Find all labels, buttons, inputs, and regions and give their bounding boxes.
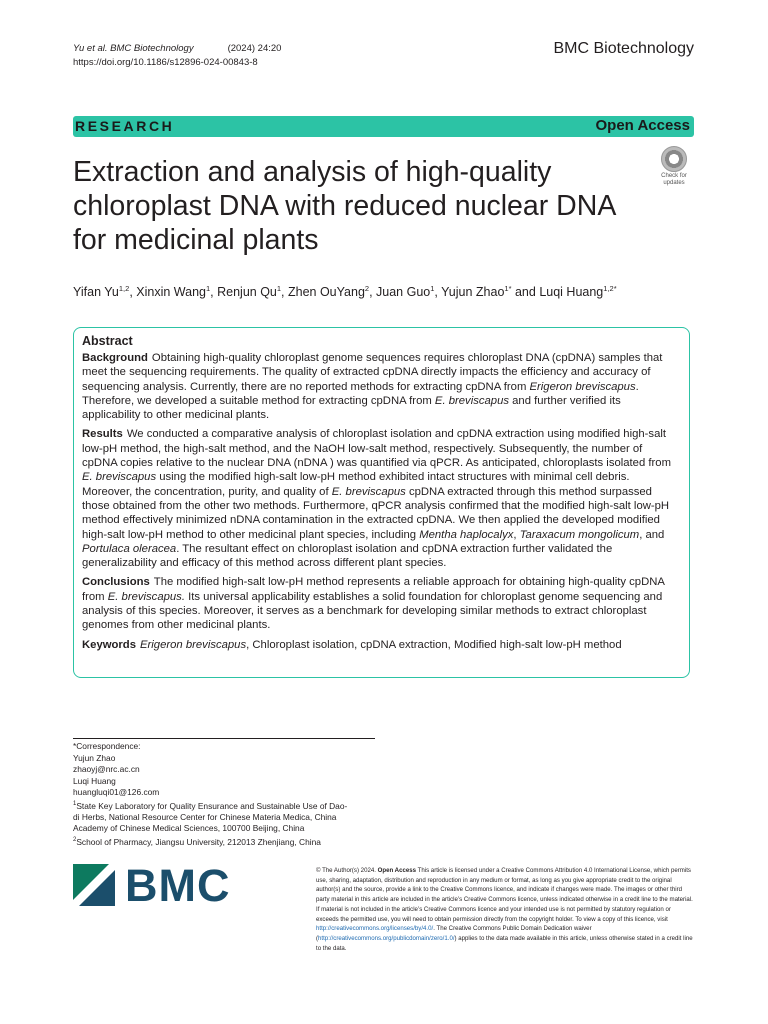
species-name: Portulaca oleracea: [82, 542, 177, 555]
license-body: ) applies to the data made available in this article, unless otherwise stated in a credit line to the data.: [316, 934, 693, 952]
check-updates-line-1: Check for: [661, 173, 687, 179]
correspondence-name: Luqi Huang: [73, 775, 116, 786]
correspondence-name: Yujun Zhao: [73, 752, 116, 763]
license-copyright: © The Author(s) 2024.: [316, 867, 378, 874]
abstract-results: [82, 427, 677, 570]
species-name: E. breviscapus: [331, 485, 406, 498]
author-name: Yifan Yu: [73, 285, 119, 300]
citation-line: [73, 42, 281, 56]
conclusions-text: The modified high-salt low-pH method represents a reliable approach for obtaining high-quality cpDNA from: [82, 576, 665, 603]
license-open-access: Open Access: [377, 867, 417, 874]
author: [73, 285, 136, 299]
license-body: This article is licensed under a Creative Commons Attribution 4.0 International License, which permits use, sharing, adaptation, distribution and reproduction in any medium or format, as long as you give appropriate credit to the original author(s) and the source, provide a link to the Creative Commons licence, and indicate if changes were made. The images or other third party material in this article are included in the article’s Creative Commons licence, unless indicated otherwise in a credit line to the material. If material is not included in the article’s Creative Commons licence and your intended use is not permitted by statutory regulation or exceeds the permitted use, you will need to obtain permission directly from the copyright holder. To view a copy of this licence, visit: [316, 867, 693, 923]
species-name: E. breviscapus: [434, 394, 509, 407]
correspondence-email[interactable]: huangluqi01@126.com: [73, 787, 160, 797]
author-affiliation: 1*: [504, 284, 512, 293]
journal-name: BMC Biotechnology: [553, 40, 694, 57]
affiliation-number: 1: [73, 800, 77, 807]
abstract-background: [82, 351, 677, 422]
author-affiliation: 1: [205, 284, 211, 293]
background-text: and further verified its applicability to other medicinal plants.: [82, 394, 621, 422]
affiliation-text: State Key Laboratory for Quality Ensurance and Sustainable Use of Dao-: [76, 800, 348, 811]
correspondence-label: *Correspondence:: [73, 741, 141, 751]
author-separator: ,: [281, 285, 288, 300]
abstract-conclusions: [82, 575, 677, 632]
check-updates-line-2: updates: [663, 180, 685, 186]
footnote-divider: [73, 738, 375, 739]
background-label: Background: [82, 352, 148, 364]
results-label: Results: [82, 428, 123, 441]
species-name: E. breviscapus.: [107, 590, 185, 603]
author-separator: ,: [434, 285, 442, 300]
keyword-species: Erigeron breviscapus: [140, 638, 247, 651]
affiliation-text: Academy of Chinese Medical Sciences, 100700 Beijing, China: [73, 823, 305, 834]
author-separator: ,: [129, 285, 137, 300]
license-body: . The Creative Commons Public Domain Dedication waiver (: [316, 925, 592, 942]
author-name: Zhen OuYang: [288, 285, 365, 300]
license-link[interactable]: http://creativecommons.org/licenses/by/4.0/: [316, 925, 434, 933]
affiliation-text: School of Pharmacy, Jiangsu University, 212013 Zhenjiang, China: [76, 836, 321, 847]
abstract-box: [73, 327, 690, 678]
species-name: E. breviscapus: [82, 471, 157, 484]
author-affiliation: 1: [430, 284, 435, 293]
author-separator: and: [511, 285, 540, 300]
background-text: Obtaining high-quality chloroplast genome sequences requires chloroplast DNA (cpDNA) samples that meet the sequencing requirements. The quality of extracted cpDNA directly impacts the efficiency and accuracy of sequencing analysis. Currently, there are no reported methods for extracting cpDNA from: [82, 352, 663, 393]
author: [136, 285, 217, 299]
species-name: Mentha haplocalyx: [419, 528, 514, 541]
check-updates-label: [654, 173, 694, 187]
author: [376, 285, 441, 299]
correspondence-block: [73, 741, 373, 848]
journal-citation: Yu et al. BMC Biotechnology: [73, 43, 194, 54]
open-access-label: Open Access: [595, 117, 690, 134]
author: [441, 285, 539, 299]
author-name: Luqi Huang: [539, 285, 604, 300]
running-header: [73, 42, 281, 70]
keywords-text: , Chloroplast isolation, cpDNA extraction, Modified high-salt low-pH method: [246, 638, 622, 651]
license-link[interactable]: http://creativecommons.org/publicdomain/zero/1.0/: [318, 934, 455, 942]
article-title: Extraction and analysis of high-quality chloroplast DNA with reduced nuclear DNA for medicinal plants: [73, 156, 615, 256]
author: [539, 285, 616, 299]
species-name: Taraxacum mongolicum: [519, 528, 640, 541]
bmc-logo: [73, 860, 231, 911]
affiliation-2: [73, 835, 373, 848]
results-text: ,: [513, 528, 520, 541]
year-volume: (2024) 24:20: [227, 43, 282, 54]
check-updates-icon: [661, 146, 687, 172]
conclusions-label: Conclusions: [82, 576, 150, 589]
check-for-updates-button[interactable]: [654, 146, 694, 184]
author-list: [73, 284, 617, 299]
author: [217, 285, 288, 299]
results-text: cpDNA extracted through this method surpassed those obtained from the other two methods. Furthermore, qPCR analysis confirmed that the modified high-salt low-pH method effectively minimized nDNA contamination in the extracted cpDNA. We then applied the developed modified high-salt low-pH method to other medicinal plant species, including: [82, 485, 670, 541]
author-name: Xinxin Wang: [136, 285, 206, 300]
article-type-label: RESEARCH: [75, 118, 175, 134]
author: [288, 285, 376, 299]
results-text: We conducted a comparative analysis of chloroplast isolation and cpDNA extraction using modified high-salt low-pH method, the high-salt method, and the NaOH low-salt method, respectively. Subsequently, the number of cpDNA copies relative to the nuclear DNA (nDNA ) was quantified via qPCR. As anticipated, chloroplasts isolated from: [82, 428, 671, 470]
author-name: Yujun Zhao: [441, 285, 505, 300]
results-text: using the modified high-salt low-pH method exhibited intact structures with minimal cell debris. Moreover, the concentration, purity, and quality of: [82, 471, 630, 498]
affiliation-number: 2: [73, 836, 77, 843]
correspondence-email[interactable]: zhaoyj@nrc.ac.cn: [73, 764, 140, 774]
author-affiliation: 1: [276, 284, 282, 293]
affiliation-1: [73, 799, 373, 812]
author-separator: ,: [369, 285, 377, 300]
results-text: , and: [639, 528, 665, 541]
author-affiliation: 2: [364, 284, 370, 293]
license-text: [316, 866, 694, 953]
author-separator: ,: [210, 285, 218, 300]
conclusions-text: Its universal applicability establishes a solid foundation for chloroplast genome sequencing and analysis of this species. Moreover, it serves as a benchmark for developing similar methods to extract chloroplast genomes from other medicinal plants.: [82, 590, 663, 632]
keywords-label: Keywords: [82, 638, 136, 651]
bmc-logo-mark-icon: [73, 864, 119, 908]
doi-link[interactable]: https://doi.org/10.1186/s12896-024-00843-8: [73, 57, 258, 68]
article-type-banner: [73, 116, 694, 137]
bmc-logo-text: BMC: [125, 860, 231, 911]
author-affiliation: 1,2*: [603, 284, 617, 293]
author-name: Renjun Qu: [217, 285, 277, 300]
author-affiliation: 1,2: [118, 284, 130, 293]
species-name: Erigeron breviscapus: [529, 380, 636, 393]
affiliation-text: di Herbs, National Resource Center for Chinese Materia Medica, China: [73, 811, 337, 822]
background-text: . Therefore, we developed a suitable method for extracting cpDNA from: [82, 380, 639, 407]
author-name: Juan Guo: [376, 285, 431, 300]
abstract-heading: Abstract: [82, 334, 133, 348]
abstract-keywords: [82, 638, 677, 652]
results-text: . The resultant effect on chloroplast isolation and cpDNA extraction further validated the generalizability and efficacy of this method across different plant species.: [82, 542, 613, 570]
